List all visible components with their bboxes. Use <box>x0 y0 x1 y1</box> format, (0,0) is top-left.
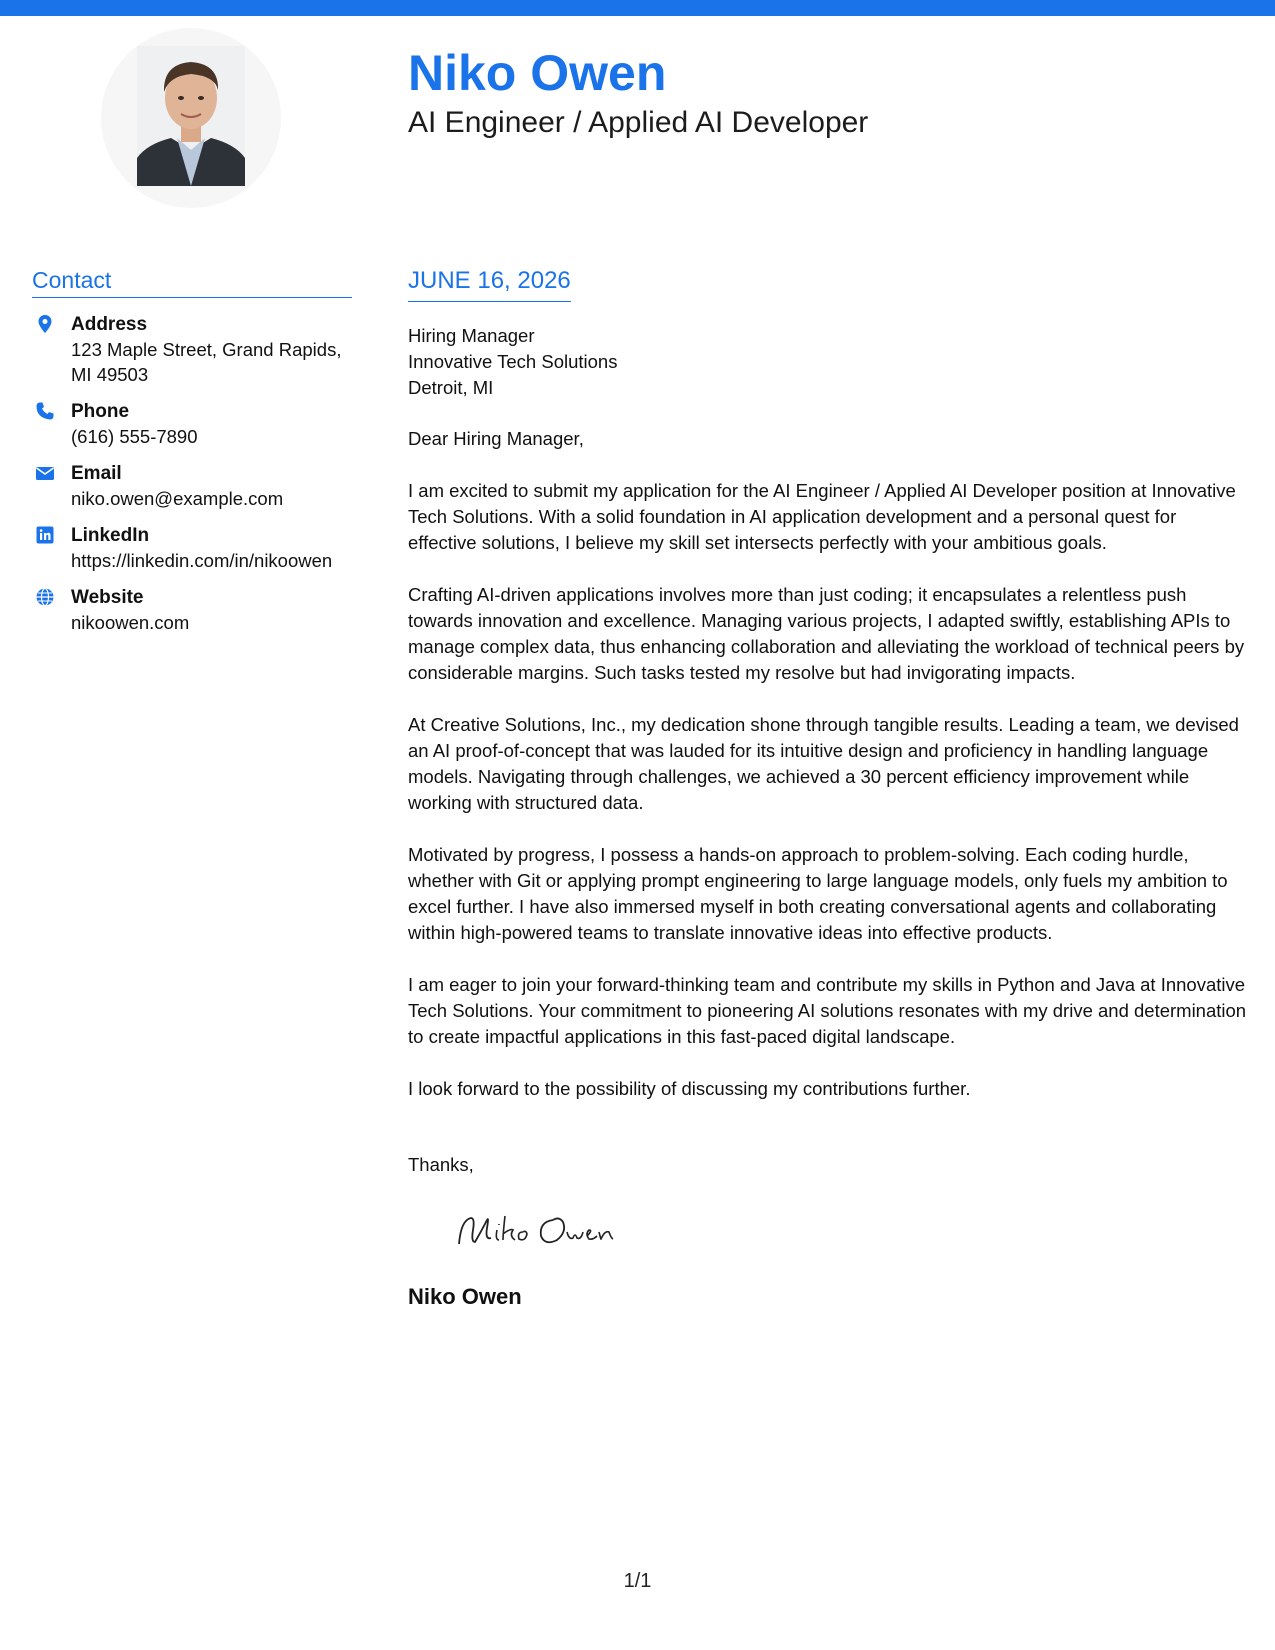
contact-value-linkedin[interactable]: https://linkedin.com/in/nikoowen <box>71 550 333 571</box>
map-pin-icon <box>35 314 55 334</box>
paragraph-5: I am eager to join your forward-thinking team and contribute my skills in Python and Java at Innovative Tech Solutions. Your commitment to pioneering AI solutions resonates with my drive and determination to create impactful applications in this fast-paced digital landscape. <box>408 974 1247 1047</box>
contact-sidebar <box>32 265 352 647</box>
contact-value-phone: (616) 555-7890 <box>71 426 198 447</box>
paragraph-6: I look forward to the possibility of discussing my contributions further. <box>408 1078 971 1099</box>
contact-item-phone <box>32 399 352 449</box>
letter-body <box>408 265 1248 1311</box>
contact-label-website: Website <box>71 587 144 608</box>
profile-photo <box>101 28 281 208</box>
recipient-block <box>408 323 1248 401</box>
handwritten-signature <box>453 1208 653 1258</box>
signer-name: Niko Owen <box>408 1284 522 1309</box>
letter-date: JUNE 16, 2026 <box>408 265 571 302</box>
contact-value-email[interactable]: niko.owen@example.com <box>71 488 284 509</box>
contact-item-address <box>32 312 352 387</box>
letter-paragraphs <box>408 478 1248 1102</box>
contact-heading: Contact <box>32 265 352 298</box>
job-title: AI Engineer / Applied AI Developer <box>408 106 869 139</box>
paragraph-4: Motivated by progress, I possess a hands-on approach to problem-solving. Each coding hurdle, whether with Git or applying prompt engineering to large language models, only fuels my ambition to excel further. I have also immersed myself in both creating conversational agents and collaborating within high-powered teams to translate innovative ideas into effective products. <box>408 844 1228 943</box>
contact-item-email <box>32 461 352 511</box>
contact-value-website[interactable]: nikoowen.com <box>71 612 190 633</box>
salutation: Dear Hiring Manager, <box>408 428 584 449</box>
page-number: 1/1 <box>623 1570 652 1592</box>
contact-label-phone: Phone <box>71 401 130 422</box>
recipient-name: Hiring Manager <box>408 325 535 346</box>
contact-item-website <box>32 585 352 635</box>
contact-list <box>32 312 352 635</box>
paragraph-3: At Creative Solutions, Inc., my dedication shone through tangible results. Leading a team, we devised an AI proof-of-concept that was lauded for its intuitive design and proficiency in handling language models. Navigating through challenges, we achieved a 30 percent efficiency improvement while working with structured data. <box>408 714 1239 813</box>
paragraph-2: Crafting AI-driven applications involves more than just coding; it encapsulates a relentless push towards innovation and excellence. Managing various projects, I adapted swiftly, establishing APIs to manage complex data, thus enhancing collaboration and alleviating the workload of technical peers by considerable margins. Such tasks tested my resolve but had invigorating impacts. <box>408 584 1245 683</box>
recipient-location: Detroit, MI <box>408 377 494 398</box>
contact-item-linkedin <box>32 523 352 573</box>
applicant-name: Niko Owen <box>408 45 667 101</box>
email-icon <box>35 463 55 483</box>
linkedin-icon <box>35 525 55 545</box>
closing: Thanks, <box>408 1154 474 1175</box>
contact-label-linkedin: LinkedIn <box>71 525 150 546</box>
top-accent-bar <box>0 0 1275 16</box>
phone-icon <box>35 401 55 421</box>
globe-icon <box>35 587 55 607</box>
contact-label-address: Address <box>71 314 148 335</box>
profile-photo-image <box>137 46 245 186</box>
paragraph-1: I am excited to submit my application for the AI Engineer / Applied AI Developer position at Innovative Tech Solutions. With a solid foundation in AI application development and a personal quest for effective solutions, I believe my skill set intersects perfectly with your ambitious goals. <box>408 480 1236 553</box>
contact-value-address: 123 Maple Street, Grand Rapids, MI 49503 <box>71 339 342 385</box>
recipient-company: Innovative Tech Solutions <box>408 351 618 372</box>
contact-label-email: Email <box>71 463 122 484</box>
